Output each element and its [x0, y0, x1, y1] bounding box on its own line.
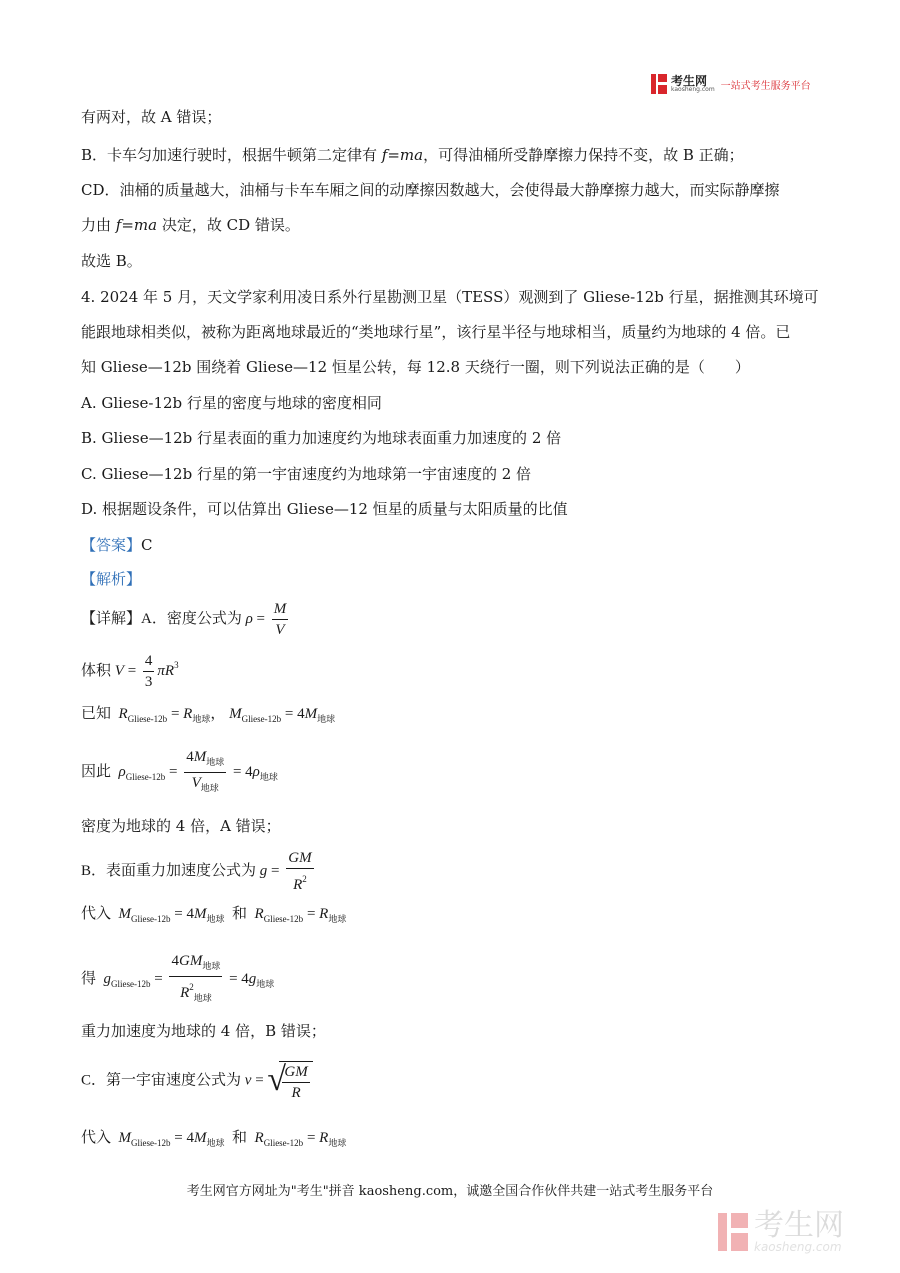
velocity-formula: C．第一宇宙速度公式为 v = √ $\frac{GM}{R}$ — [81, 1059, 313, 1103]
logo-slogan: 一站式考生服务平台 — [720, 80, 811, 92]
text-line: 力由 f=ma 决定，故 CD 错误。 — [81, 216, 300, 234]
logo-icon — [651, 74, 667, 94]
logo-en: kaosheng.com — [671, 86, 715, 93]
substitution: 代入 $M_{Gliese-12b} = 4M_{地球}$ 和 $R_{Gliese-12b} = R_{地球}$ — [81, 906, 347, 924]
logo-cn: 考生网 — [671, 74, 708, 88]
density-result: 因此 $\rho_{Gliese-12b}$ = $\frac{4M_{地球}}{V_{地球}}$ = $4\rho_{地球}$ — [81, 749, 278, 793]
gravity-formula: B．表面重力加速度公式为 g = $\frac{GM}{R^2}$ — [81, 850, 312, 893]
analysis-heading: 【解析】 — [81, 570, 142, 588]
text-line: 重力加速度为地球的 4 倍，B 错误； — [81, 1022, 326, 1040]
page-footer: 考生网官方网址为"考生"拼音 kaosheng.com，诚邀全国合作伙伴共建一站式考生服务平台 — [186, 1184, 714, 1199]
option-c: C. Gliese—12b 行星的第一宇宙速度约为地球第一宇宙速度的 2 倍 — [81, 465, 532, 483]
watermark-cn: 考生网 — [754, 1208, 844, 1243]
header-logo — [651, 73, 811, 95]
watermark-logo-icon — [718, 1213, 748, 1251]
watermark-en: kaosheng.com — [754, 1240, 842, 1254]
gravity-result: 得 $g_{Gliese-12b}$ = $\frac{4GM_{地球}}{R^2_{地球}}$ = $4g_{地球}$ — [81, 953, 275, 1003]
watermark — [718, 1208, 844, 1254]
volume-formula: 体积 V = $\frac{4}{3}$ $\pi R^3$ — [81, 653, 179, 690]
option-d: D. 根据题设条件，可以估算出 Gliese—12 恒星的质量与太阳质量的比值 — [81, 500, 568, 518]
text-line: 有两对，故 A 错误； — [81, 108, 222, 126]
option-b: B. Gliese—12b 行星表面的重力加速度约为地球表面重力加速度的 2 倍 — [81, 429, 562, 447]
text-line: CD．油桶的质量越大，油桶与卡车车厢之间的动摩擦因数越大，会使得最大静摩擦力越大，而实际静摩擦 — [81, 181, 780, 199]
question-line: 能跟地球相类似，被称为距离地球最近的“类地球行星”，该行星半径与地球相当，质量约为地球的 4 倍。已 — [81, 323, 791, 341]
option-a: A. Gliese-12b 行星的密度与地球的密度相同 — [81, 394, 382, 412]
answer-line: 【答案】C — [81, 536, 153, 554]
density-formula: 【详解】A．密度公式为 ρ = $\frac{M}{V}$ — [81, 601, 287, 638]
substitution: 代入 $M_{Gliese-12b} = 4M_{地球}$ 和 $R_{Gliese-12b} = R_{地球}$ — [81, 1130, 347, 1148]
question-line: 知 Gliese—12b 围绕着 Gliese—12 恒星公转，每 12.8 天绕行一圈，则下列说法正确的是（ ） — [81, 358, 750, 376]
text-line: 密度为地球的 4 倍，A 错误； — [81, 817, 281, 835]
question-line: 4. 2024 年 5 月，天文学家利用凌日系外行星勘测卫星（TESS）观测到了 Gliese-12b 行星，据推测其环境可 — [81, 288, 819, 306]
text-line: 故选 B。 — [81, 252, 142, 270]
known-values: 已知 $R_{Gliese-12b} = R_{地球}$， $M_{Gliese-12b} = 4M_{地球}$ — [81, 706, 336, 724]
text-line: B．卡车匀加速行驶时，根据牛顿第二定律有 f=ma，可得油桶所受静摩擦力保持不变，故 B 正确； — [81, 146, 744, 164]
